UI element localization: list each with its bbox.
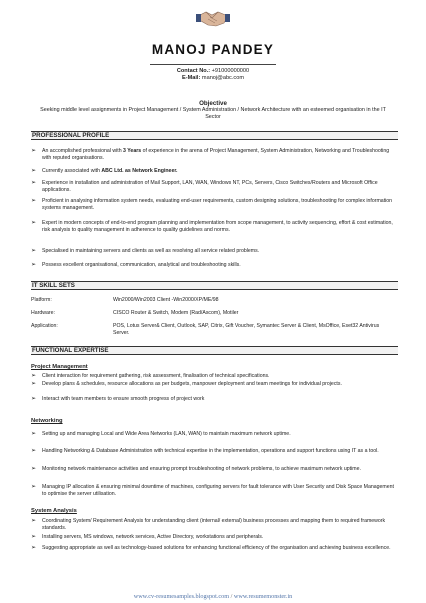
subsection-title: System Analysis xyxy=(31,508,77,514)
header-divider xyxy=(150,64,276,65)
bullet-icon: ➢ xyxy=(31,466,37,472)
bullet-icon: ➢ xyxy=(31,396,37,402)
profile-item: ➢ Possess excellent organisational, communication, analytical and troubleshooting skills. xyxy=(31,262,241,268)
skill-key: Platform: xyxy=(31,297,52,303)
subsection-title: Networking xyxy=(31,418,63,424)
expertise-item: ➢ Interact with team members to ensure smooth progress of project work xyxy=(31,396,205,402)
bullet-icon: ➢ xyxy=(31,431,37,437)
bullet-icon: ➢ xyxy=(31,545,37,551)
expertise-item: ➢ Installing servers, MS windows, network services, Active Directory, workstations and peripherals. xyxy=(31,534,264,540)
email-label: E-Mail: xyxy=(182,75,201,81)
expertise-item: ➢ Client interaction for requirement gathering, risk assessment, finalisation of technical specifications. xyxy=(31,373,270,379)
contact-label: Contact No.: xyxy=(176,68,211,74)
bullet-icon: ➢ xyxy=(31,148,37,154)
email-value[interactable]: manoj@abc.com xyxy=(201,75,244,81)
footer-link-1[interactable]: www.cv-resumesamples.blogspot.com xyxy=(133,593,230,600)
expertise-item: ➢ Coordinating System/ Requirement Analysis for understanding client (internal/ external) business processes and mapping them to required framework standards. xyxy=(31,518,386,531)
footer-links xyxy=(0,593,426,600)
objective-text: Seeking middle level assignments in Project Management / System Administration / Network Architecture with an esteemed organisation in the IT Sector xyxy=(40,107,386,121)
professional-profile-heading: PROFESSIONAL PROFILE xyxy=(31,131,398,140)
skill-key: Application: xyxy=(31,323,58,329)
objective-title: Objective xyxy=(199,100,227,107)
expertise-item: ➢ Managing IP allocation & ensuring minimal downtime of machines, configuring servers for fault tolerance with User Security and Disk Space Management to optimise the server utilisation. xyxy=(31,484,394,497)
it-skill-sets-heading: IT SKILL SETS xyxy=(31,281,398,290)
bullet-icon: ➢ xyxy=(31,248,37,254)
bullet-icon: ➢ xyxy=(31,518,37,524)
bullet-icon: ➢ xyxy=(31,381,37,387)
expertise-item: ➢ Handling Networking & Database Administration with technical expertise in the implementation, operations and support functions using IT as a tool. xyxy=(31,448,379,454)
skill-value: Win2000/Win2003 Client -Win2000/XP/ME/98 xyxy=(113,297,219,303)
expertise-item: ➢ Monitoring network maintenance activities and ensuring prompt troubleshooting of network problems, to achieve maximum network uptime. xyxy=(31,466,361,472)
handshake-icon xyxy=(196,6,230,30)
bullet-icon: ➢ xyxy=(31,220,37,226)
bullet-icon: ➢ xyxy=(31,534,37,540)
subsection-title: Project Management xyxy=(31,364,88,370)
profile-item: ➢ Expert in modern concepts of end-to-end program planning and implementation from scope management, to activity sequencing, effort & cost estimation, risk analysis to quality management in adherence to quality guidelines and norms. xyxy=(31,220,393,233)
bullet-icon: ➢ xyxy=(31,168,37,174)
footer-separator: / xyxy=(230,593,233,600)
footer-link-2[interactable]: www.resumemonster.in xyxy=(233,593,293,600)
skill-value: CISCO Router & Switch, Modem (Rad/Ascom), Motiler xyxy=(113,310,239,316)
skill-key: Hardware: xyxy=(31,310,55,316)
bullet-icon: ➢ xyxy=(31,448,37,454)
profile-item: ➢ Specialised in maintaining servers and clients as well as resolving all service related problems. xyxy=(31,248,260,254)
expertise-item: ➢ Develop plans & schedules, resource allocations as per budgets, manpower deployment and team meetings for individual projects. xyxy=(31,381,342,387)
expertise-item: ➢ Setting up and managing Local and Wide Area Networks (LAN, WAN) to maintain maximum network uptime. xyxy=(31,431,291,437)
bullet-icon: ➢ xyxy=(31,262,37,268)
profile-item: ➢ Currently associated with ABC Ltd. as Network Engineer. xyxy=(31,168,178,174)
contact-value: +91000000000 xyxy=(211,68,250,74)
bullet-icon: ➢ xyxy=(31,198,37,204)
bullet-icon: ➢ xyxy=(31,373,37,379)
skill-value: POS, Lotus Server& Client, Outlook, SAP, Citrix, Gift Voucher, Symantec Server & Client, MsOffice, Eset32 Antivirus Server. xyxy=(113,323,380,336)
candidate-name: MANOJ PANDEY xyxy=(151,42,275,57)
bullet-icon: ➢ xyxy=(31,180,37,186)
profile-item: ➢ Proficient in analysing information system needs, evaluating end-user requirements, custom designing solutions, troubleshooting for complex information systems management. xyxy=(31,198,393,211)
bullet-icon: ➢ xyxy=(31,484,37,490)
expertise-item: ➢ Suggesting appropriate as well as technology-based solutions for enhancing functional efficiency of the organisation and achieving business excellence. xyxy=(31,545,391,551)
contact-block xyxy=(0,68,426,82)
profile-item: ➢ Experience in installation and administration of Mail Support, LAN, WAN, Windows NT, PCs, Servers, Cisco Switches/Routers and Microsoft Office applications. xyxy=(31,180,378,193)
functional-expertise-heading: FUNCTIONAL EXPERTISE xyxy=(31,346,398,355)
profile-item: ➢ An accomplished professional with 3 Years of experience in the arena of Project Management, System Administration, Networking and Troubleshooting with reputed organisations. xyxy=(31,148,390,161)
